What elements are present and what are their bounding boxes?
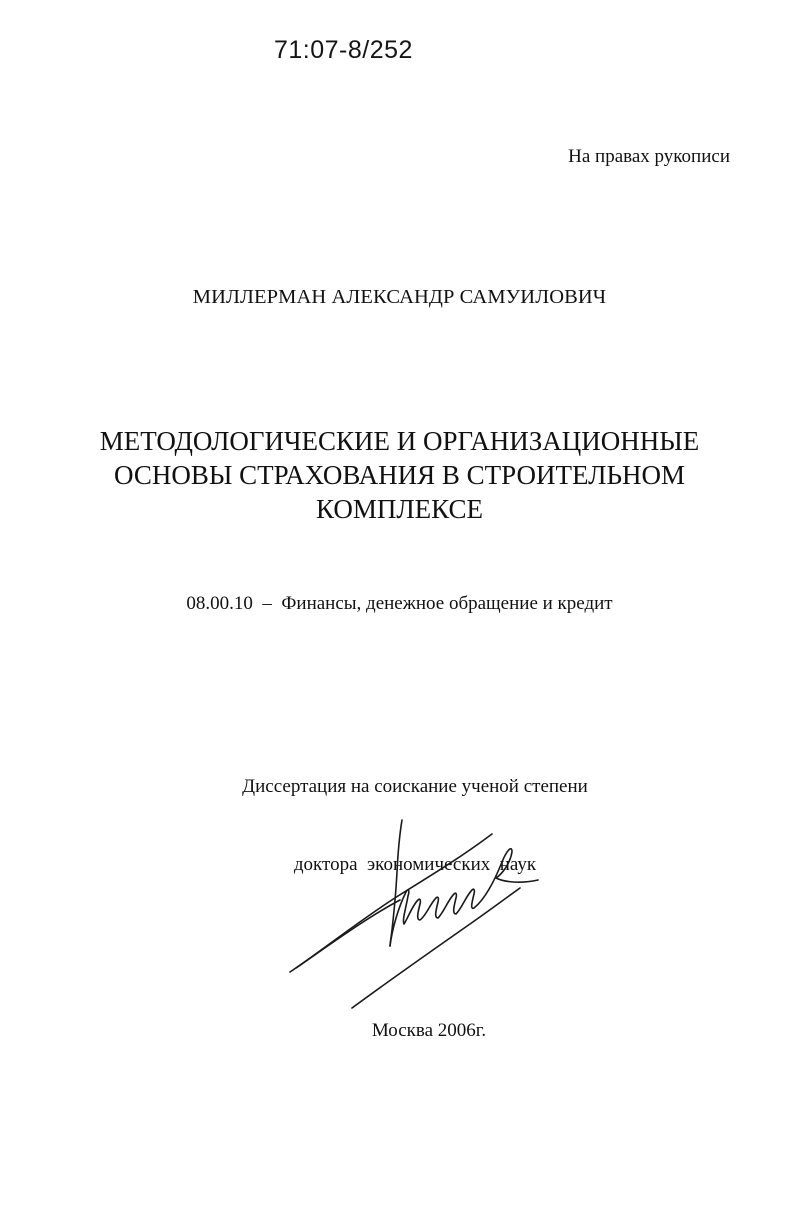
specialty-code: 08.00.10 – Финансы, денежное обращение и кредит bbox=[186, 593, 613, 614]
place-and-year: Москва 2006г. bbox=[371, 1020, 487, 1041]
title-line: ОСНОВЫ СТРАХОВАНИЯ В СТРОИТЕЛЬНОМ bbox=[114, 460, 685, 490]
catalog-number: 71:07-8/252 bbox=[274, 36, 413, 64]
handwritten-signature bbox=[280, 812, 550, 1022]
title-line: КОМПЛЕКСЕ bbox=[316, 494, 483, 524]
author-name: МИЛЛЕРМАН АЛЕКСАНДР САМУИЛОВИЧ bbox=[192, 286, 607, 308]
manuscript-note: На правах рукописи bbox=[568, 146, 730, 167]
title-line: МЕТОДОЛОГИЧЕСКИЕ И ОРГАНИЗАЦИОННЫЕ bbox=[99, 426, 700, 456]
degree-line: Диссертация на соискание ученой степени bbox=[242, 776, 588, 797]
degree-line: доктора экономических наук bbox=[293, 854, 537, 875]
dissertation-title bbox=[40, 424, 759, 526]
